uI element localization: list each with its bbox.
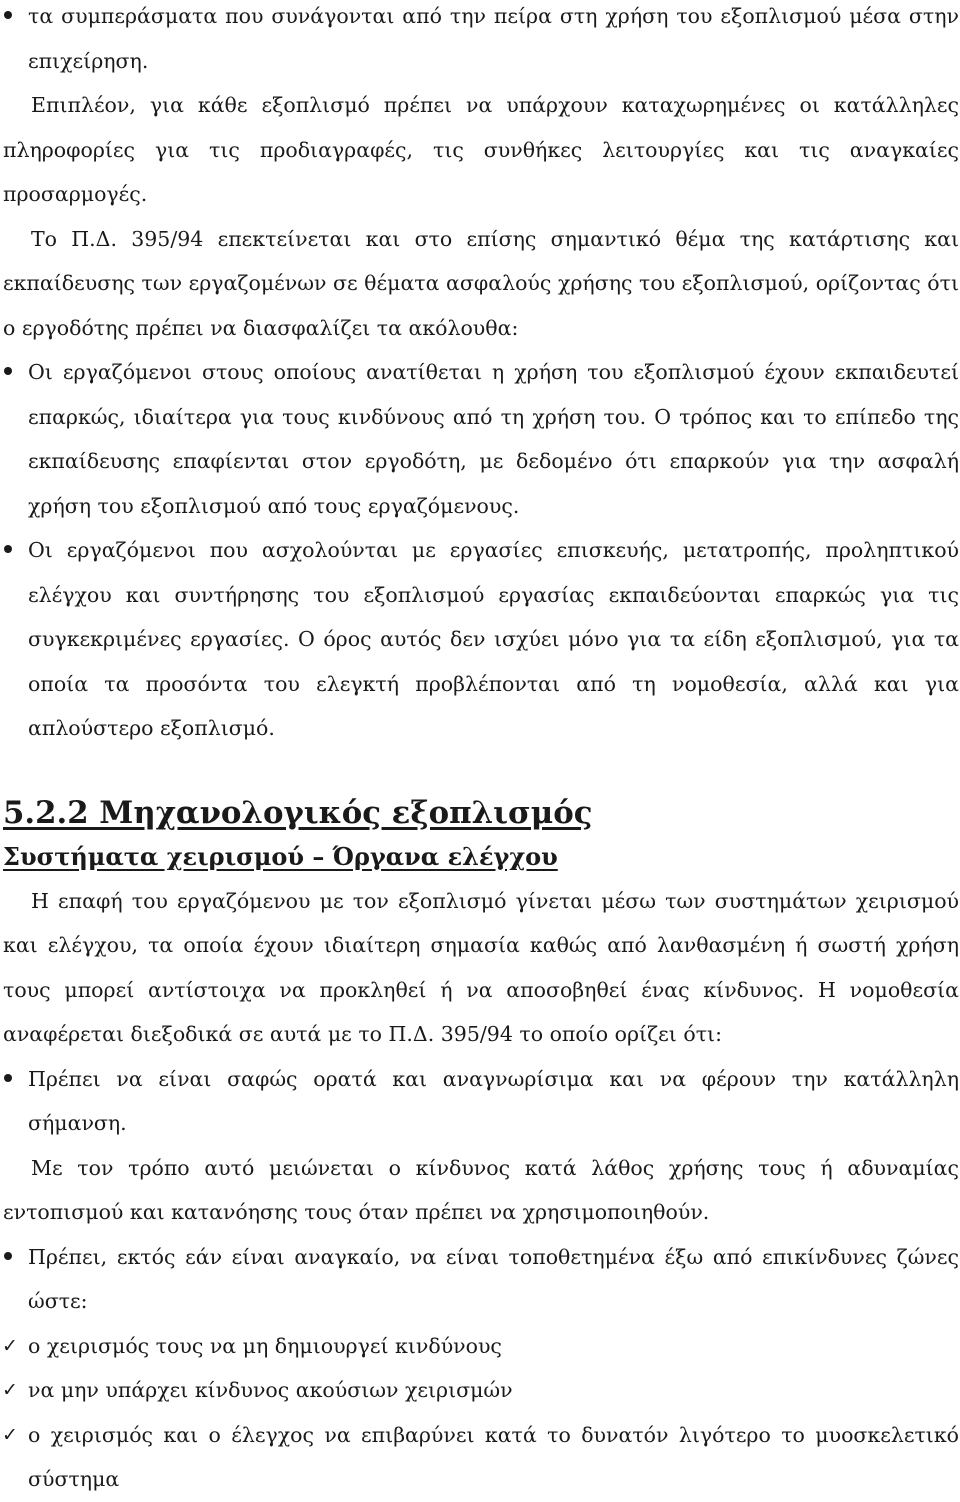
list-item	[0, 350, 960, 528]
paragraph: Το Π.Δ. 395/94 επεκτείνεται και στο επίσης σημαντικό θέμα της κατάρτισης και εκπαίδευσης των εργαζομένων σε θέματα ασφαλούς χρήσης του εξοπλισμού, ορίζοντας ότι ο εργοδότης πρέπει να διασφαλίζει τα ακόλουθα:	[3, 226, 959, 340]
checkmark-icon: ✓	[2, 1334, 18, 1357]
check-item-text: ο χειρισμός τους να μη δημιουργεί κινδύνους	[28, 1333, 502, 1358]
subsection-heading: Συστήματα χειρισμού – Όργανα ελέγχου	[3, 841, 558, 871]
bullet-dot-icon	[4, 11, 12, 19]
section-heading: 5.2.2 Μηχανολογικός εξοπλισμός	[3, 794, 593, 831]
check-list-item	[0, 1413, 960, 1502]
paragraph: Με τον τρόπο αυτό μειώνεται ο κίνδυνος κατά λάθος χρήσης τους ή αδυναμίας εντοπισμού και κατανόησης τους όταν πρέπει να χρησιμοποιηθούν.	[3, 1155, 959, 1224]
list-item-text: τα συμπεράσματα που συνάγονται από την πείρα στη χρήση του εξοπλισμού μέσα στην επιχείρηση.	[28, 4, 959, 73]
bullet-dot-icon	[4, 367, 12, 375]
list-item-text: Πρέπει, εκτός εάν είναι αναγκαίο, να είναι τοποθετημένα έξω από επικίνδυνες ζώνες ώστε:	[28, 1244, 959, 1313]
list-item	[0, 528, 960, 751]
check-list-item	[0, 1368, 960, 1413]
list-item	[0, 1235, 960, 1324]
list-item	[0, 1057, 960, 1146]
list-item-text: Οι εργαζόμενοι στους οποίους ανατίθεται η χρήση του εξοπλισμού έχουν εκπαιδευτεί επαρκώς, ιδιαίτερα για τους κινδύνους από τη χρήση του. Ο τρόπος και το επίπεδο της εκπαίδευσης επαφίενται στον εργοδότη, με δεδομένο ότι επαρκούν για την ασφαλή χρήση του εξοπλισμού από τους εργαζόμενους.	[28, 360, 959, 518]
list-item	[0, 0, 960, 83]
paragraph: Η επαφή του εργαζόμενου με τον εξοπλισμό γίνεται μέσω των συστημάτων χειρισμού και ελέγχου, τα οποία έχουν ιδιαίτερη σημασία καθώς από λανθασμένη ή σωστή χρήση τους μπορεί αντίστοιχα να προκληθεί ή να αποσοβηθεί ένας κίνδυνος. Η νομοθεσία αναφέρεται διεξοδικά σε αυτά με το Π.Δ. 395/94 το οποίο ορίζει ότι:	[3, 888, 959, 1046]
checkmark-icon: ✓	[2, 1379, 18, 1401]
list-item-text: Οι εργαζόμενοι που ασχολούνται με εργασίες επισκευής, μετατροπής, προληπτικού ελέγχου και συντήρησης του εξοπλισμού εργασίας εκπαιδεύονται επαρκώς για τις συγκεκριμένες εργασίες. Ο όρος αυτός δεν ισχύει μόνο για τα είδη εξοπλισμού, για τα οποία τα προσόντα του ελεγκτή προβλέπονται από τη νομοθεσία, αλλά και για απλούστερο εξοπλισμό.	[28, 538, 959, 740]
bullet-dot-icon	[4, 1252, 12, 1260]
spacer	[0, 751, 960, 791]
check-list-item	[0, 1324, 960, 1369]
bullet-dot-icon	[4, 1074, 12, 1082]
checkmark-icon: ✓	[2, 1423, 18, 1446]
list-item-text: Πρέπει να είναι σαφώς ορατά και αναγνωρίσιμα και να φέρουν την κατάλληλη σήμανση.	[28, 1066, 959, 1135]
check-item-text: να μην υπάρχει κίνδυνος ακούσιων χειρισμών	[28, 1378, 513, 1402]
check-item-text: ο χειρισμός και ο έλεγχος να επιβαρύνει κατά το δυνατόν λιγότερο το μυοσκελετικό σύστημα	[28, 1422, 959, 1491]
paragraph: Επιπλέον, για κάθε εξοπλισμό πρέπει να υπάρχουν καταχωρημένες οι κατάλληλες πληροφορίες για τις προδιαγραφές, τις συνθήκες λειτουργίες και τις αναγκαίες προσαρμογές.	[3, 93, 959, 206]
bullet-dot-icon	[4, 545, 12, 553]
